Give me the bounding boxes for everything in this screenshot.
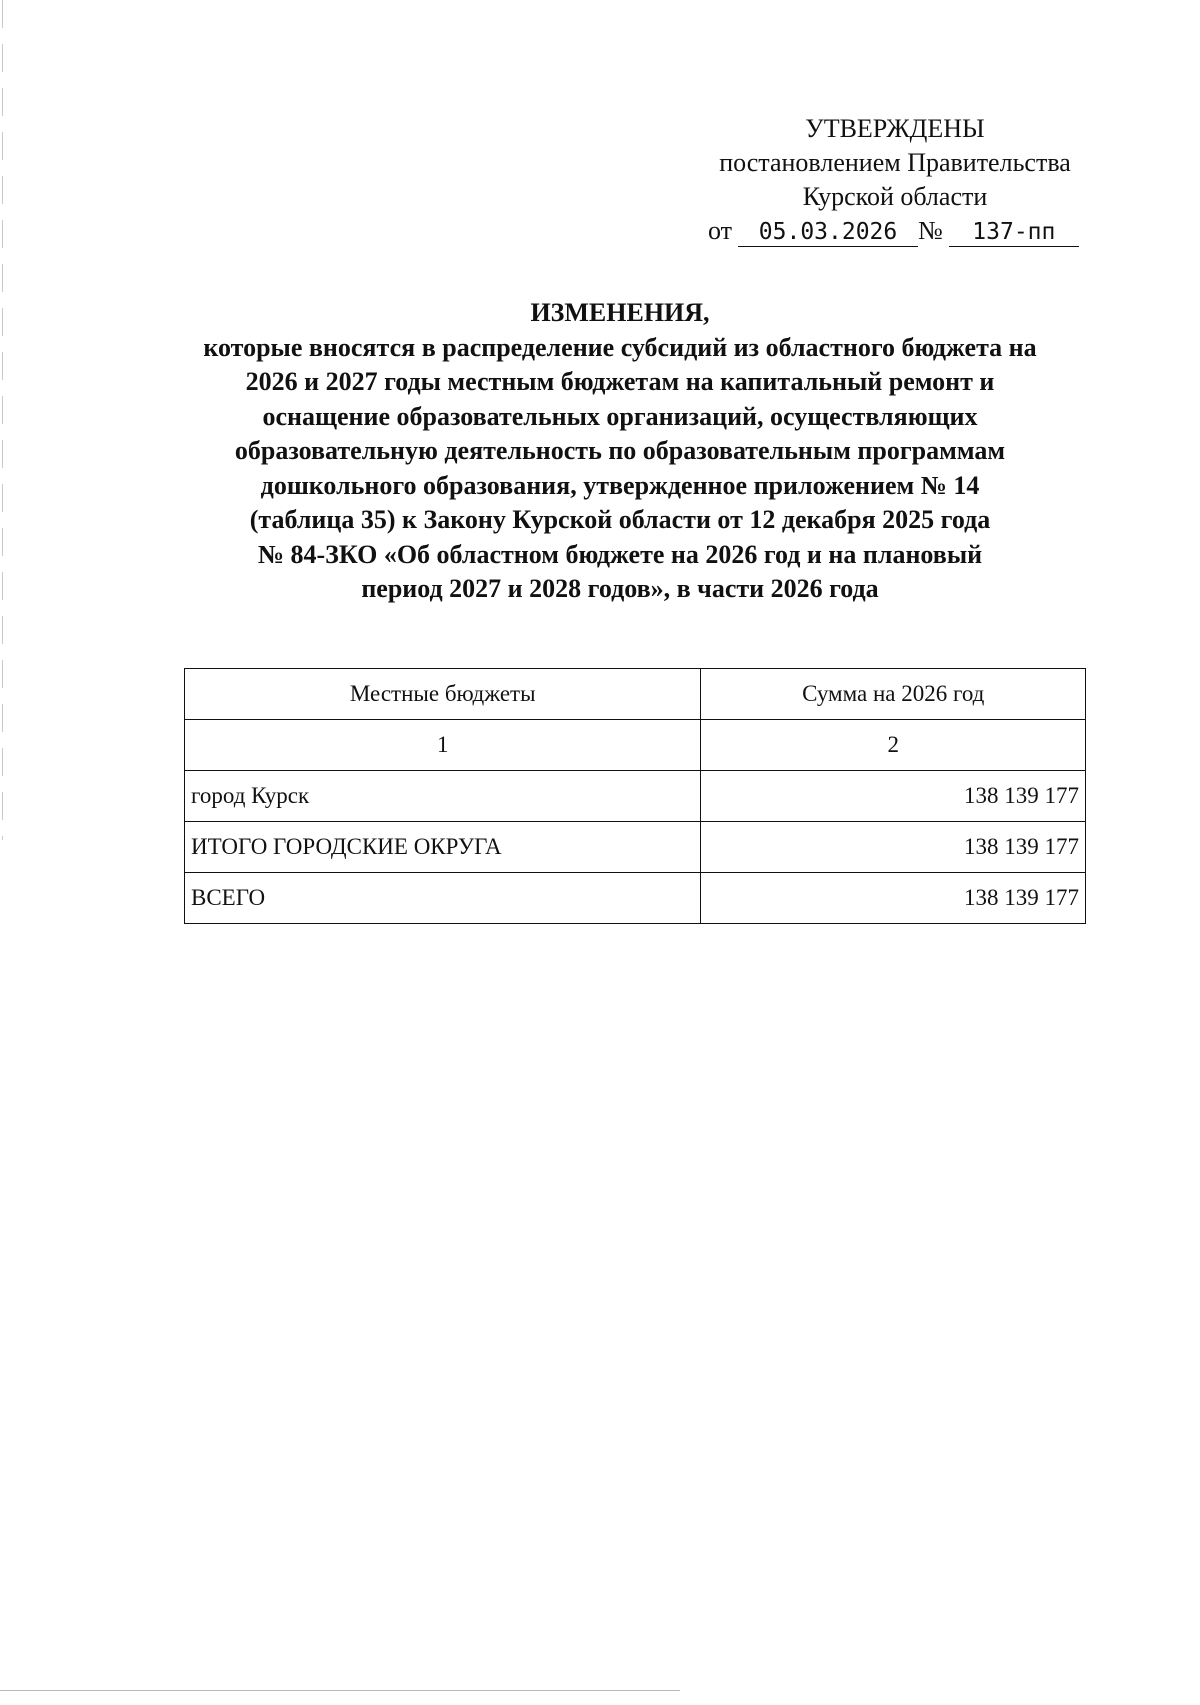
number-prefix: № (918, 216, 943, 245)
approval-number: 137-пп (949, 218, 1079, 247)
heading-line: образовательную деятельность по образовательным программам (234, 436, 1006, 465)
date-prefix: от (708, 216, 733, 245)
budget-sum-cell: 138 139 177 (701, 873, 1086, 924)
heading-line: 2026 и 2027 годы местным бюджетам на капитальный ремонт и (245, 367, 995, 396)
budget-name-cell: ИТОГО ГОРОДСКИЕ ОКРУГА (185, 822, 701, 873)
scan-edge-mark (2, 0, 3, 840)
approval-date: 05.03.2026 (738, 218, 918, 247)
heading-line: оснащение образовательных организаций, осуществляющих (262, 401, 978, 431)
approval-date-number-line (690, 214, 1100, 248)
budget-name-cell: город Курск (185, 771, 701, 822)
document-title: ИЗМЕНЕНИЯ, (530, 298, 710, 327)
column-header-sum: Сумма на 2026 год (701, 669, 1086, 720)
budget-name-cell: ВСЕГО (185, 873, 701, 924)
heading-line: (таблица 35) к Закону Курской области от 12 декабря 2025 года (249, 505, 991, 534)
column-header-budgets: Местные бюджеты (185, 669, 701, 720)
heading-line: дошкольного образования, утвержденное приложением № 14 (260, 470, 980, 500)
budget-sum-cell: 138 139 177 (701, 771, 1086, 822)
table-row (185, 873, 1086, 924)
column-number: 2 (701, 720, 1086, 771)
approval-issuer-line: постановлением Правительства (719, 148, 1071, 177)
table-row (185, 771, 1086, 822)
heading-line: период 2027 и 2028 годов», в части 2026 года (361, 574, 879, 603)
approval-block (690, 112, 1100, 248)
approval-region-line: Курской области (802, 182, 988, 211)
heading-line: которые вносятся в распределение субсидий из областного бюджета на (203, 332, 1037, 362)
budget-table (184, 668, 1086, 924)
scan-bottom-mark (0, 1690, 680, 1691)
table-row (185, 822, 1086, 873)
column-number: 1 (185, 720, 701, 771)
heading-line: № 84-ЗКО «Об областном бюджете на 2026 год и на плановый (257, 539, 983, 569)
table-column-numbers-row (185, 720, 1086, 771)
budget-sum-cell: 138 139 177 (701, 822, 1086, 873)
document-heading (150, 296, 1090, 607)
approval-title: УТВЕРЖДЕНЫ (805, 114, 985, 143)
table-header-row (185, 669, 1086, 720)
